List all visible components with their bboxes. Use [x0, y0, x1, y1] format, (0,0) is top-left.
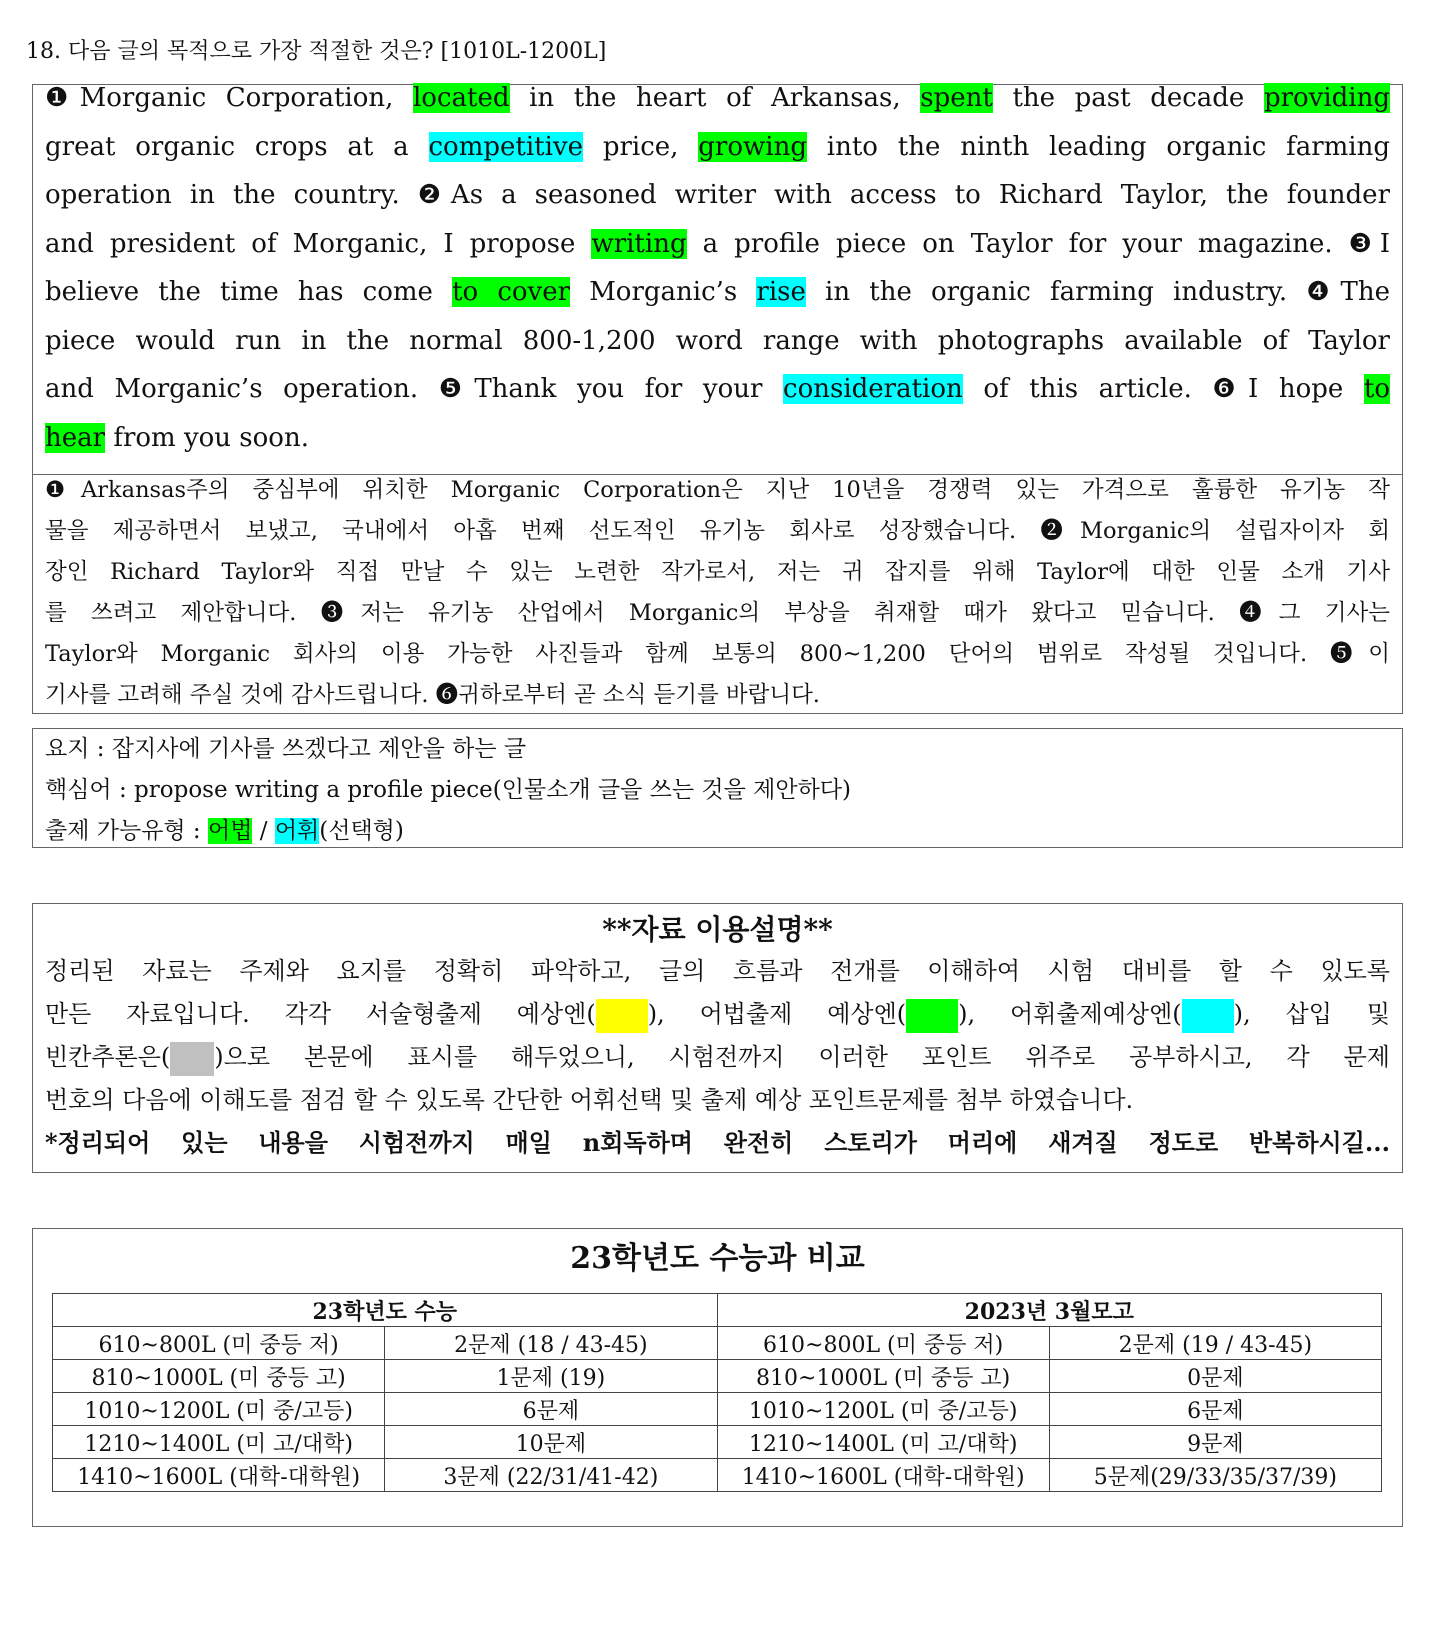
- text-segment: Taylor와 Morganic 회사의 이용 가능한 사진들과 함께 보통의 800~1,200 단어의 범위로 작성될 것입니다. ❺이: [45, 641, 1390, 667]
- table-row: [53, 1327, 1382, 1360]
- vocab-highlight: rise: [756, 277, 806, 307]
- text-segment: operation in the country. ❷As a seasoned writer with access to Richard Taylor, the founder: [45, 180, 1390, 210]
- passage-line: [45, 125, 1390, 169]
- usage-guide-title: **자료 이용설명**: [602, 913, 833, 946]
- table-row: [53, 1393, 1382, 1426]
- passage-line: [45, 319, 1390, 363]
- text-segment: )으로 본문에 표시를 해두었으니, 시험전까지 이러한 포인트 위주로 공부하시고, 각 문제: [214, 1043, 1390, 1071]
- translation-box: [32, 474, 1403, 714]
- question-count-cell: 2문제 (19 / 43-45): [1049, 1327, 1381, 1360]
- question-count-cell: 10문제: [385, 1426, 717, 1459]
- usage-guide-box: [32, 903, 1403, 1173]
- usage-line: [45, 1036, 1390, 1078]
- text-segment: 핵심어 : propose writing a profile piece(인물소개 글을 쓰는 것을 제안하다): [45, 777, 852, 803]
- text-segment: /: [252, 818, 275, 844]
- text-segment: 만든 자료입니다. 각각 서술형출제 예상엔(: [45, 1000, 596, 1028]
- text-segment: ❶Morganic Corporation,: [45, 83, 413, 113]
- passage-line: [45, 270, 1390, 314]
- question-count-cell: 5문제(29/33/35/37/39): [1049, 1459, 1381, 1492]
- usage-line: [45, 1079, 1390, 1121]
- text-segment: ❶Arkansas주의 중심부에 위치한 Morganic Corporation은 지난 10년을 경쟁력 있는 가격으로 훌륭한 유기농 작: [45, 477, 1390, 503]
- question-count-cell: 9문제: [1049, 1426, 1381, 1459]
- grammar-highlight: hear: [45, 422, 106, 453]
- comparison-box: [32, 1228, 1403, 1527]
- text-segment: Morganic’s: [570, 277, 757, 307]
- text-segment: from you soon.: [105, 422, 309, 453]
- table-row: [53, 1459, 1382, 1492]
- grammar-highlight: located: [412, 83, 510, 113]
- gray-legend-swatch: [170, 1042, 214, 1076]
- yellow-legend-swatch: [596, 999, 648, 1033]
- summary-line: [45, 770, 1390, 810]
- passage-line: [45, 367, 1390, 411]
- text-segment: and president of Morganic, I propose: [45, 228, 592, 259]
- text-segment: 기사를 고려해 주실 것에 감사드립니다. ❻귀하로부터 곧 소식 듣기를 바랍니다.: [45, 682, 820, 708]
- comparison-table: [52, 1293, 1382, 1492]
- text-segment: into the ninth leading organic farming: [806, 131, 1390, 162]
- text-segment: 출제 가능유형 :: [45, 818, 208, 844]
- question-count-cell: 0문제: [1049, 1360, 1381, 1393]
- text-segment: 정리된 자료는 주제와 요지를 정확히 파악하고, 글의 흐름과 전개를 이해하여 시험 대비를 할 수 있도록: [45, 957, 1390, 985]
- question-title: 18. 다음 글의 목적으로 가장 적절한 것은? [1010L-1200L]: [26, 39, 607, 64]
- grammar-highlight: to cover: [452, 277, 571, 307]
- lexile-range-cell: 610~800L (미 중등 저): [717, 1327, 1049, 1360]
- text-segment: 빈칸추론은(: [45, 1043, 171, 1071]
- grammar-highlight: providing: [1263, 83, 1390, 113]
- text-segment: 요지 : 잡지사에 기사를 쓰겠다고 제안을 하는 글: [45, 736, 527, 762]
- question-count-cell: 1문제 (19): [385, 1360, 717, 1393]
- green-legend-swatch: [906, 999, 958, 1033]
- lexile-range-cell: 1210~1400L (미 고/대학): [53, 1426, 385, 1459]
- text-segment: (선택형): [319, 818, 404, 844]
- lexile-range-cell: 1210~1400L (미 고/대학): [717, 1426, 1049, 1459]
- text-segment: 를 쓰려고 제안합니다. ❸저는 유기농 산업에서 Morganic의 부상을 취재할 때가 왔다고 믿습니다. ❹그 기사는: [45, 600, 1390, 626]
- lexile-range-cell: 610~800L (미 중등 저): [53, 1327, 385, 1360]
- lexile-range-cell: 1410~1600L (대학-대학원): [53, 1459, 385, 1492]
- text-segment: the past decade: [992, 83, 1264, 113]
- table-header-row: [53, 1294, 1382, 1327]
- cyan-legend-swatch: [1182, 999, 1234, 1033]
- translation-line: [45, 553, 1390, 591]
- text-segment: ), 삽입 및: [1233, 1000, 1390, 1028]
- text-segment: ), 어휘출제예상엔(: [958, 1000, 1182, 1028]
- passage-box: [32, 84, 1403, 475]
- passage-line: [45, 416, 1390, 460]
- question-count-cell: 2문제 (18 / 43-45): [385, 1327, 717, 1360]
- text-segment: 물을 제공하면서 보냈고, 국내에서 아홉 번째 선도적인 유기농 회사로 성장했습니다. ❷Morganic의 설립자이자 회: [45, 518, 1390, 544]
- question-count-cell: 3문제 (22/31/41-42): [385, 1459, 717, 1492]
- passage-line: [45, 76, 1390, 120]
- lexile-range-cell: 810~1000L (미 중등 고): [717, 1360, 1049, 1393]
- text-segment: a profile piece on Taylor for your magazine. ❸I: [686, 228, 1390, 259]
- lexile-range-cell: 1010~1200L (미 중/고등): [717, 1393, 1049, 1426]
- header-march-mock: 2023년 3월모고: [717, 1294, 1382, 1327]
- question-count-cell: 6문제: [1049, 1393, 1381, 1426]
- lexile-range-cell: 1010~1200L (미 중/고등): [53, 1393, 385, 1426]
- translation-line: [45, 635, 1390, 673]
- text-segment: ), 어법출제 예상엔(: [647, 1000, 907, 1028]
- passage-line: [45, 173, 1390, 217]
- table-row: [53, 1360, 1382, 1393]
- translation-line: [45, 471, 1390, 509]
- lexile-range-cell: 810~1000L (미 중등 고): [53, 1360, 385, 1393]
- text-segment: believe the time has come: [45, 277, 453, 307]
- translation-line: [45, 594, 1390, 632]
- usage-line: [45, 950, 1390, 992]
- text-segment: piece would run in the normal 800-1,200 word range with photographs available of Taylor: [45, 325, 1390, 356]
- grammar-highlight: 어법: [208, 818, 253, 844]
- text-segment: in the heart of Arkansas,: [509, 83, 921, 113]
- comparison-title: 23학년도 수능과 비교: [570, 1241, 865, 1276]
- question-count-cell: 6문제: [385, 1393, 717, 1426]
- vocab-highlight: consideration: [783, 374, 963, 404]
- summary-line: [45, 811, 1390, 851]
- text-segment: 번호의 다음에 이해도를 점검 할 수 있도록 간단한 어휘선택 및 출제 예상 포인트문제를 첨부 하였습니다.: [45, 1086, 1134, 1114]
- text-segment: of this article. ❻I hope: [962, 374, 1364, 404]
- text-segment: *정리되어 있는 내용을 시험전까지 매일 n회독하며 완전히 스토리가 머리에 새겨질 정도로 반복하시길...: [45, 1128, 1390, 1157]
- usage-line: [45, 1122, 1390, 1164]
- lexile-range-cell: 1410~1600L (대학-대학원): [717, 1459, 1049, 1492]
- vocab-highlight: competitive: [428, 131, 584, 162]
- translation-line: [45, 512, 1390, 550]
- table-row: [53, 1426, 1382, 1459]
- grammar-highlight: spent: [920, 83, 993, 113]
- text-segment: price,: [583, 131, 699, 162]
- text-segment: in the organic farming industry. ❹The: [805, 277, 1390, 307]
- grammar-highlight: growing: [698, 131, 807, 162]
- grammar-highlight: writing: [591, 228, 687, 259]
- grammar-highlight: to: [1363, 374, 1390, 404]
- text-segment: and Morganic’s operation. ❺Thank you for your: [45, 374, 784, 404]
- header-suneung: 23학년도 수능: [53, 1294, 718, 1327]
- summary-line: [45, 729, 1390, 769]
- summary-box: [32, 728, 1403, 848]
- translation-line: [45, 676, 1390, 714]
- vocab-highlight: 어휘: [274, 818, 320, 844]
- passage-line: [45, 222, 1390, 266]
- text-segment: 장인 Richard Taylor와 직접 만날 수 있는 노련한 작가로서, 저는 귀 잡지를 위해 Taylor에 대한 인물 소개 기사: [45, 559, 1390, 585]
- usage-line: [45, 993, 1390, 1035]
- text-segment: great organic crops at a: [45, 131, 429, 162]
